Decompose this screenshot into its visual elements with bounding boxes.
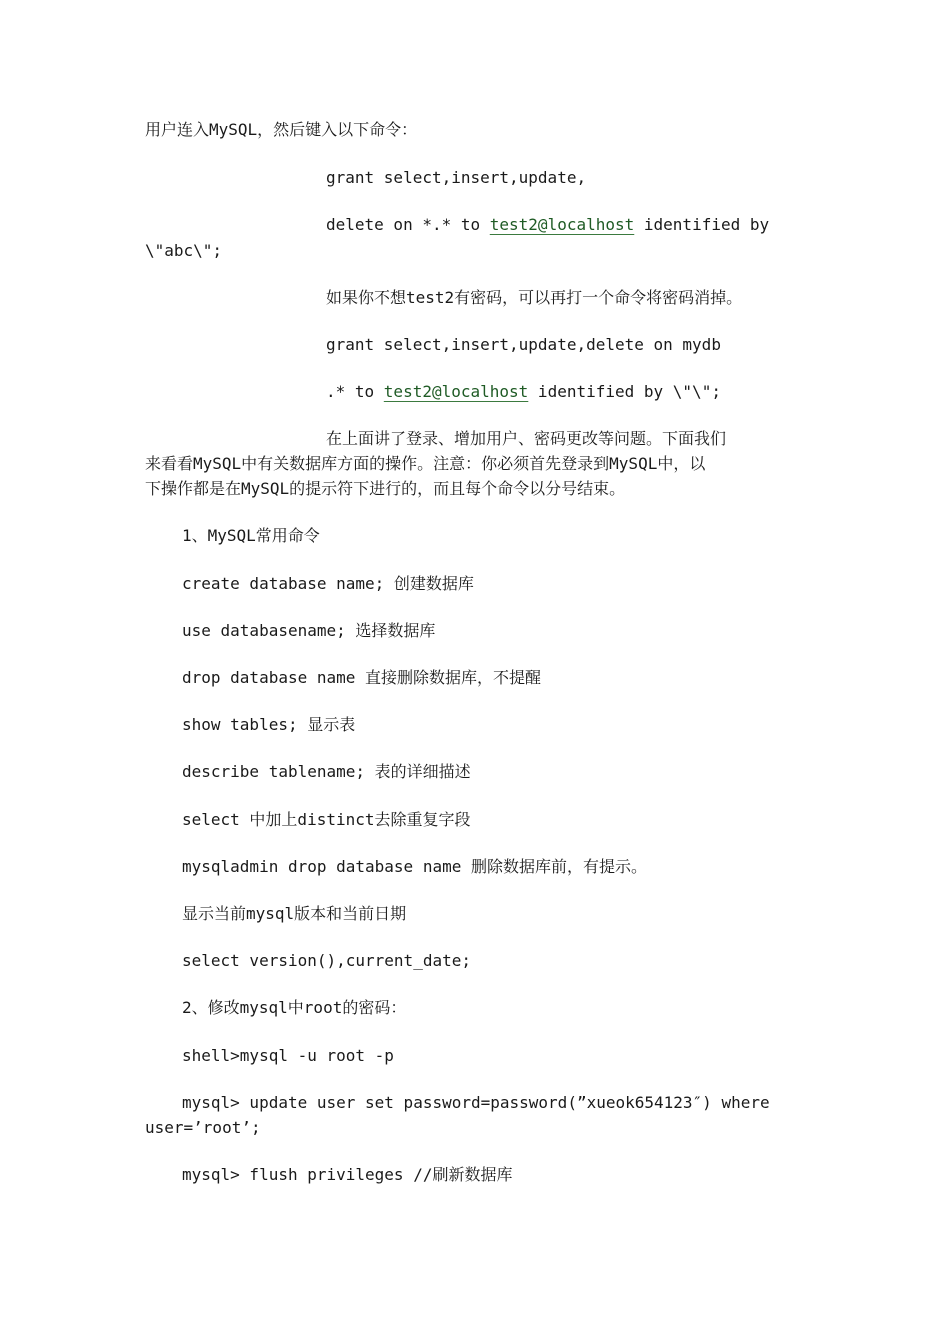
command-item: user=’root’; bbox=[145, 1118, 261, 1137]
code-delete-line bbox=[326, 212, 769, 237]
command-item: mysql> flush privileges //刷新数据库 bbox=[182, 1165, 513, 1184]
command-item: drop database name 直接删除数据库，不提醒 bbox=[182, 668, 542, 687]
paragraph-line: 来看看MySQL中有关数据库方面的操作。注意：你必须首先登录到MySQL中，以 bbox=[145, 454, 706, 473]
email-link[interactable]: test2@localhost bbox=[489, 215, 635, 234]
command-item: mysql> update user set password=password(”xueok654123″) where bbox=[182, 1093, 770, 1112]
code-grant-mydb-line: grant select,insert,update,delete on mydb bbox=[326, 335, 721, 354]
command-item: select version(),current_date; bbox=[182, 951, 471, 970]
section-heading: 1、MySQL常用命令 bbox=[182, 526, 320, 545]
section-heading: 2、修改mysql中root的密码： bbox=[182, 998, 407, 1017]
command-item: describe tablename; 表的详细描述 bbox=[182, 762, 471, 781]
command-item: select 中加上distinct去除重复字段 bbox=[182, 810, 471, 829]
paragraph-line: 下操作都是在MySQL的提示符下进行的，而且每个命令以分号结束。 bbox=[145, 479, 626, 498]
intro-text: 用户连入MySQL，然后键入以下命令： bbox=[145, 120, 418, 139]
command-item: mysqladmin drop database name 删除数据库前，有提示。 bbox=[182, 857, 647, 876]
body-text: 如果你不想test2有密码，可以再打一个命令将密码消掉。 bbox=[326, 288, 743, 307]
code-text: identified by bbox=[634, 215, 770, 234]
command-item: use databasename; 选择数据库 bbox=[182, 621, 436, 640]
command-item: create database name; 创建数据库 bbox=[182, 574, 474, 593]
code-password-line: \"abc\"; bbox=[145, 241, 223, 260]
code-text: .* to bbox=[326, 382, 384, 401]
code-text: delete on *.* to bbox=[326, 215, 490, 234]
command-item: show tables; 显示表 bbox=[182, 715, 356, 734]
paragraph-line: 在上面讲了登录、增加用户、密码更改等问题。下面我们 bbox=[326, 429, 727, 448]
email-link[interactable]: test2@localhost bbox=[383, 382, 529, 401]
command-item: 显示当前mysql版本和当前日期 bbox=[182, 904, 407, 923]
code-identified-line bbox=[326, 379, 721, 404]
code-text: identified by \"\"; bbox=[528, 382, 721, 401]
command-item: shell>mysql -u root -p bbox=[182, 1046, 394, 1065]
code-grant-line: grant select,insert,update, bbox=[326, 168, 587, 187]
